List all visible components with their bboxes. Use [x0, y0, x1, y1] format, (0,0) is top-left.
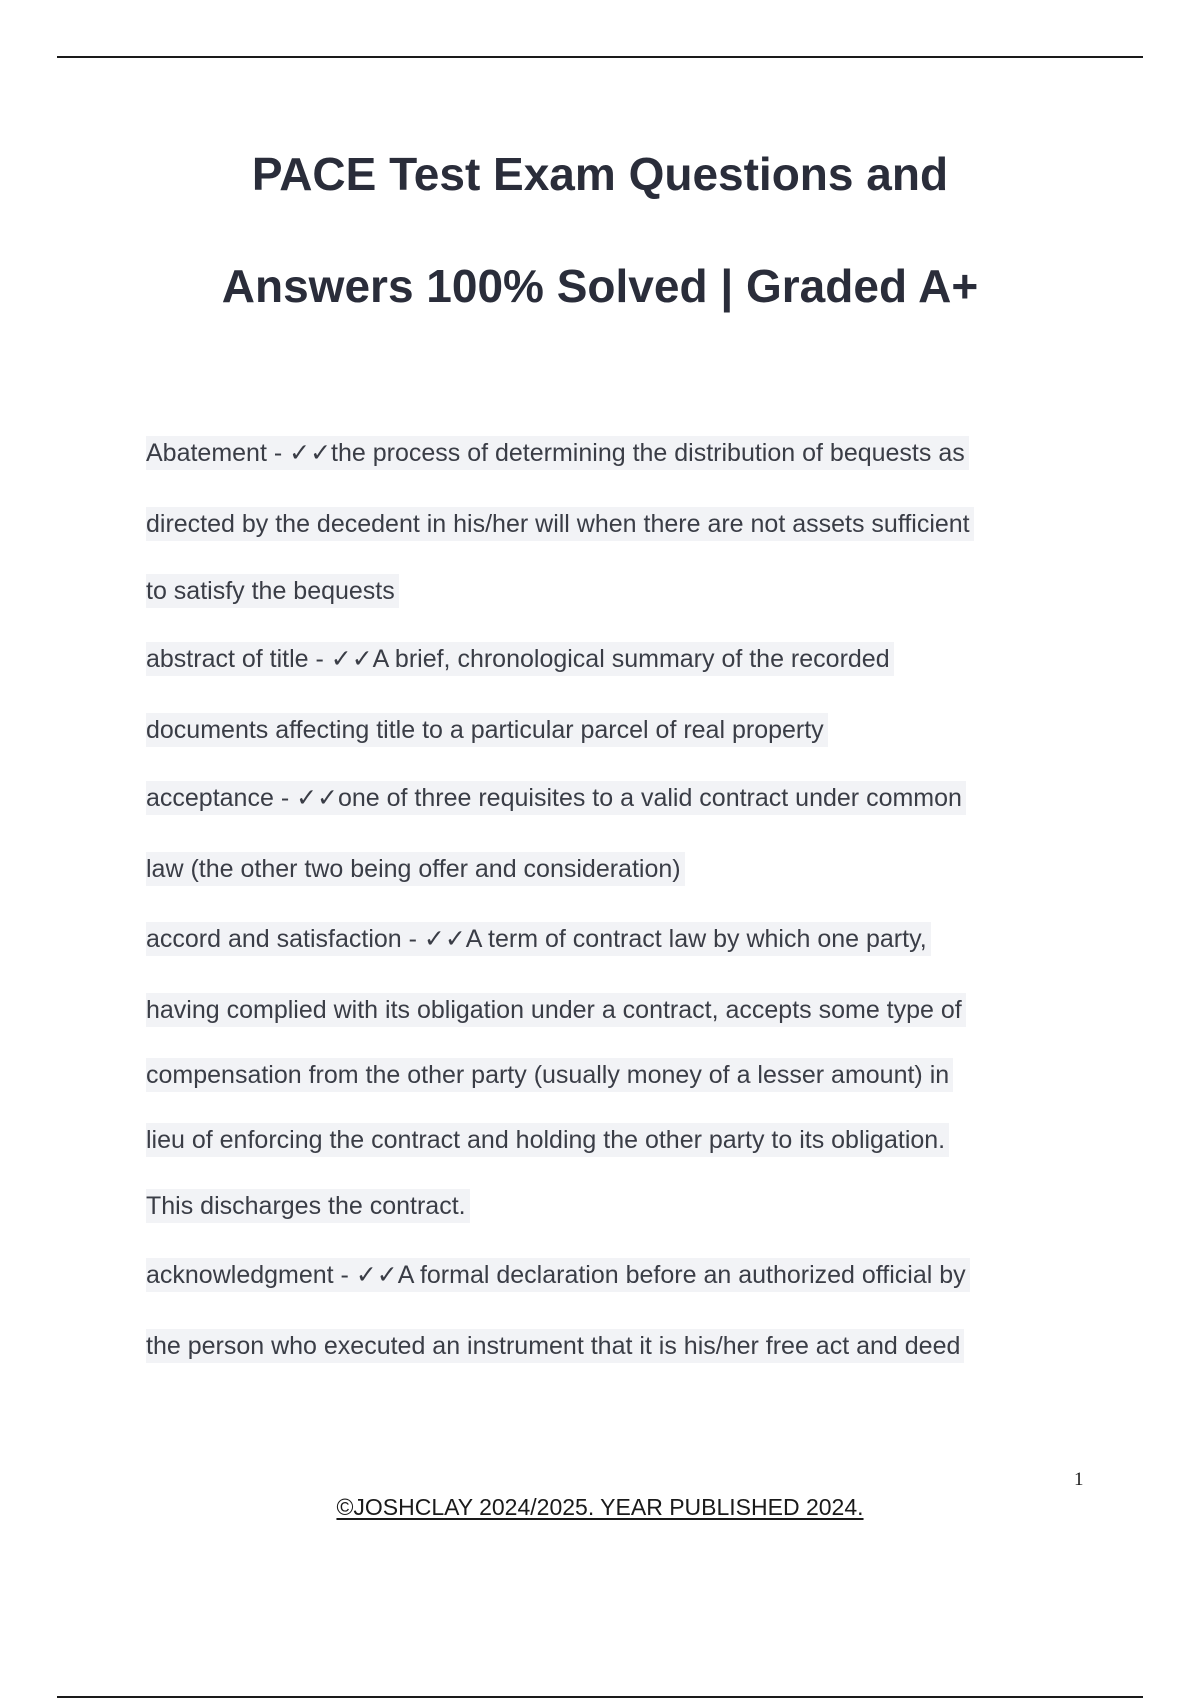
body-line: acknowledgment - ✓✓A formal declaration before an authorized official by [146, 1258, 970, 1292]
page-number: 1 [1074, 1469, 1084, 1490]
body-line: having complied with its obligation under a contract, accepts some type of [146, 993, 966, 1027]
body-line: abstract of title - ✓✓A brief, chronological summary of the recorded [146, 642, 894, 676]
page-title-line-2: Answers 100% Solved | Graded A+ [221, 260, 979, 312]
body-line: acceptance - ✓✓one of three requisites to a valid contract under common [146, 781, 966, 815]
body-line: compensation from the other party (usually money of a lesser amount) in [146, 1058, 953, 1092]
page-title-line-1: PACE Test Exam Questions and [251, 148, 949, 200]
body-line: directed by the decedent in his/her will when there are not assets sufficient [146, 507, 974, 541]
bottom-rule [57, 1696, 1143, 1698]
body-line: accord and satisfaction - ✓✓A term of contract law by which one party, [146, 922, 931, 956]
copyright-footer [0, 1494, 1200, 1521]
body-line: law (the other two being offer and consideration) [146, 852, 685, 886]
body-line: lieu of enforcing the contract and holding the other party to its obligation. [146, 1123, 949, 1157]
top-rule [57, 56, 1143, 58]
body-line: This discharges the contract. [146, 1189, 470, 1223]
body-line: the person who executed an instrument that it is his/her free act and deed [146, 1329, 964, 1363]
body-line: to satisfy the bequests [146, 574, 399, 608]
body-line: documents affecting title to a particular parcel of real property [146, 713, 828, 747]
body-line: Abatement - ✓✓the process of determining the distribution of bequests as [146, 436, 969, 470]
copyright-text: ©JOSHCLAY 2024/2025. YEAR PUBLISHED 2024. [336, 1494, 864, 1520]
